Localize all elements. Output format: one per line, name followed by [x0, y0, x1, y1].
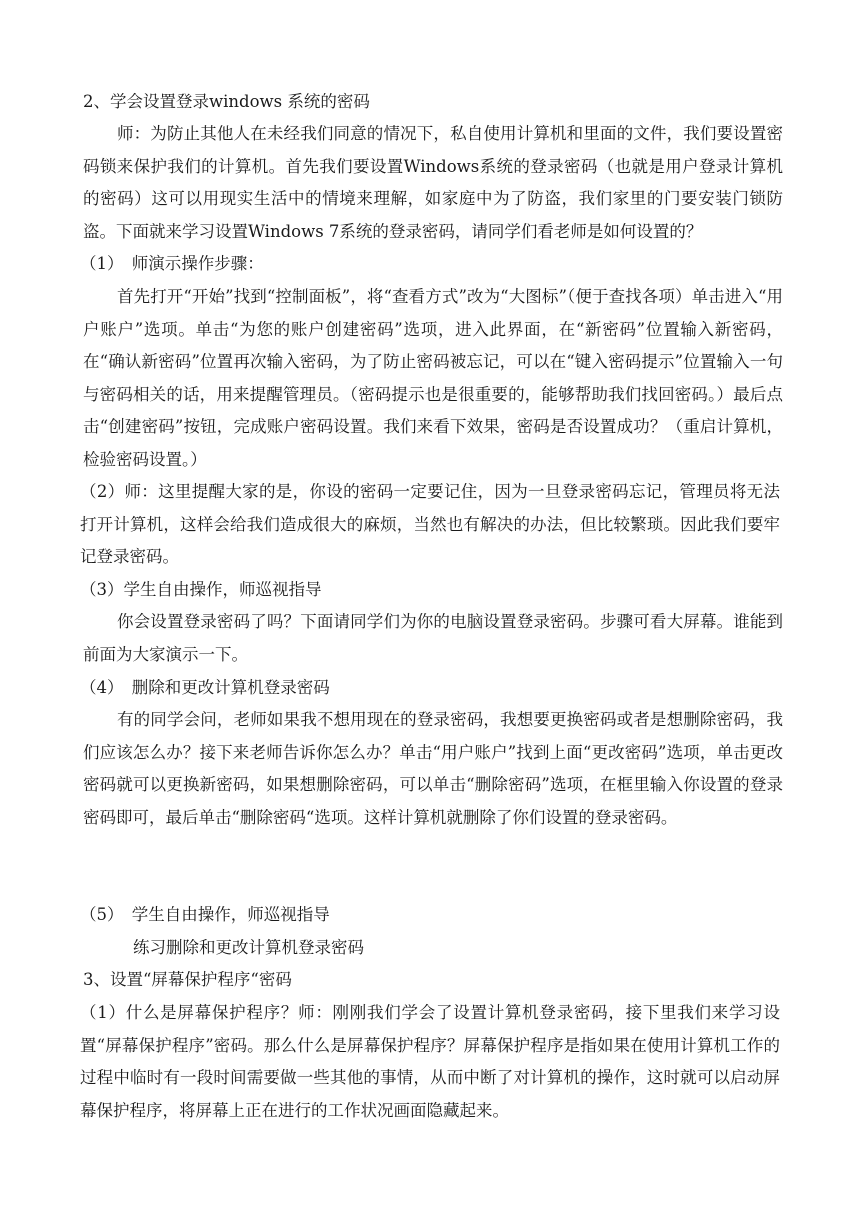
step-4-heading: （4） 删除和更改计算机登录密码 [80, 678, 330, 697]
step-3-body: 你会设置登录密码了吗？下面请同学们为你的电脑设置登录密码。步骤可看大屏幕。谁能到前面为大家演示一下。 [83, 612, 783, 664]
step-2-paragraph: （2）师：这里提醒大家的是，你设的密码一定要记住，因为一旦登录密码忘记，管理员将无法打开计算机，这样会给我们造成很大的麻烦，当然也有解决的办法，但比较繁琐。因此我们要牢记登录密码。 [80, 482, 780, 566]
teacher-intro-paragraph: 师：为防止其他人在未经我们同意的情况下，私自使用计算机和里面的文件，我们要设置密码锁来保护我们的计算机。首先我们要设置Windows系统的登录密码（也就是用户登录计算机的密码）这可以用现实生活中的情境来理解，如家庭中为了防盗，我们家里的门要安装门锁防盗。下面就来学习设置Windows 7系统的登录密码，请同学们看老师是如何设置的？ [83, 124, 783, 241]
step-3-heading: （3）学生自由操作，师巡视指导 [80, 580, 322, 599]
step-4-body: 有的同学会问，老师如果我不想用现在的登录密码，我想要更换密码或者是想删除密码，我们应该怎么办？接下来老师告诉你怎么办？单击“用户账户”找到上面“更改密码”选项，单击更改密码就可以更换新密码，如果想删除密码，可以单击“删除密码”选项，在框里输入你设置的登录密码即可，最后单击“删除密码“选项。这样计算机就删除了你们设置的登录密码。 [83, 710, 783, 827]
screensaver-paragraph: （1）什么是屏幕保护程序？师：刚刚我们学会了设置计算机登录密码，接下里我们来学习设置“屏幕保护程序”密码。那么什么是屏幕保护程序？屏幕保护程序是指如果在使用计算机工作的过程中临时有一段时间需要做一些其他的事情，从而中断了对计算机的操作，这时就可以启动屏幕保护程序，将屏幕上正在进行的工作状况画面隐藏起来。 [80, 1003, 780, 1120]
step-1-heading: （1） 师演示操作步骤： [80, 254, 264, 273]
section-heading-2: 2、学会设置登录windows 系统的密码 [83, 92, 370, 111]
step-1-body: 首先打开“开始”找到“控制面板”，将“查看方式”改为“大图标”（便于查找各项）单击进入“用户账户”选项。单击“为您的账户创建密码”选项，进入此界面，在“新密码”位置输入新密码，在“确认新密码”位置再次输入密码，为了防止密码被忘记，可以在“键入密码提示”位置输入一句与密码相关的话，用来提醒管理员。（密码提示也是很重要的，能够帮助我们找回密码。）最后点击“创建密码”按钮，完成账户密码设置。我们来看下效果，密码是否设置成功？（重启计算机，检验密码设置。） [83, 287, 783, 469]
section-heading-3: 3、设置“屏幕保护程序“密码 [83, 970, 292, 989]
step-5-body: 练习删除和更改计算机登录密码 [133, 938, 364, 957]
step-5-heading: （5） 学生自由操作，师巡视指导 [80, 905, 330, 924]
